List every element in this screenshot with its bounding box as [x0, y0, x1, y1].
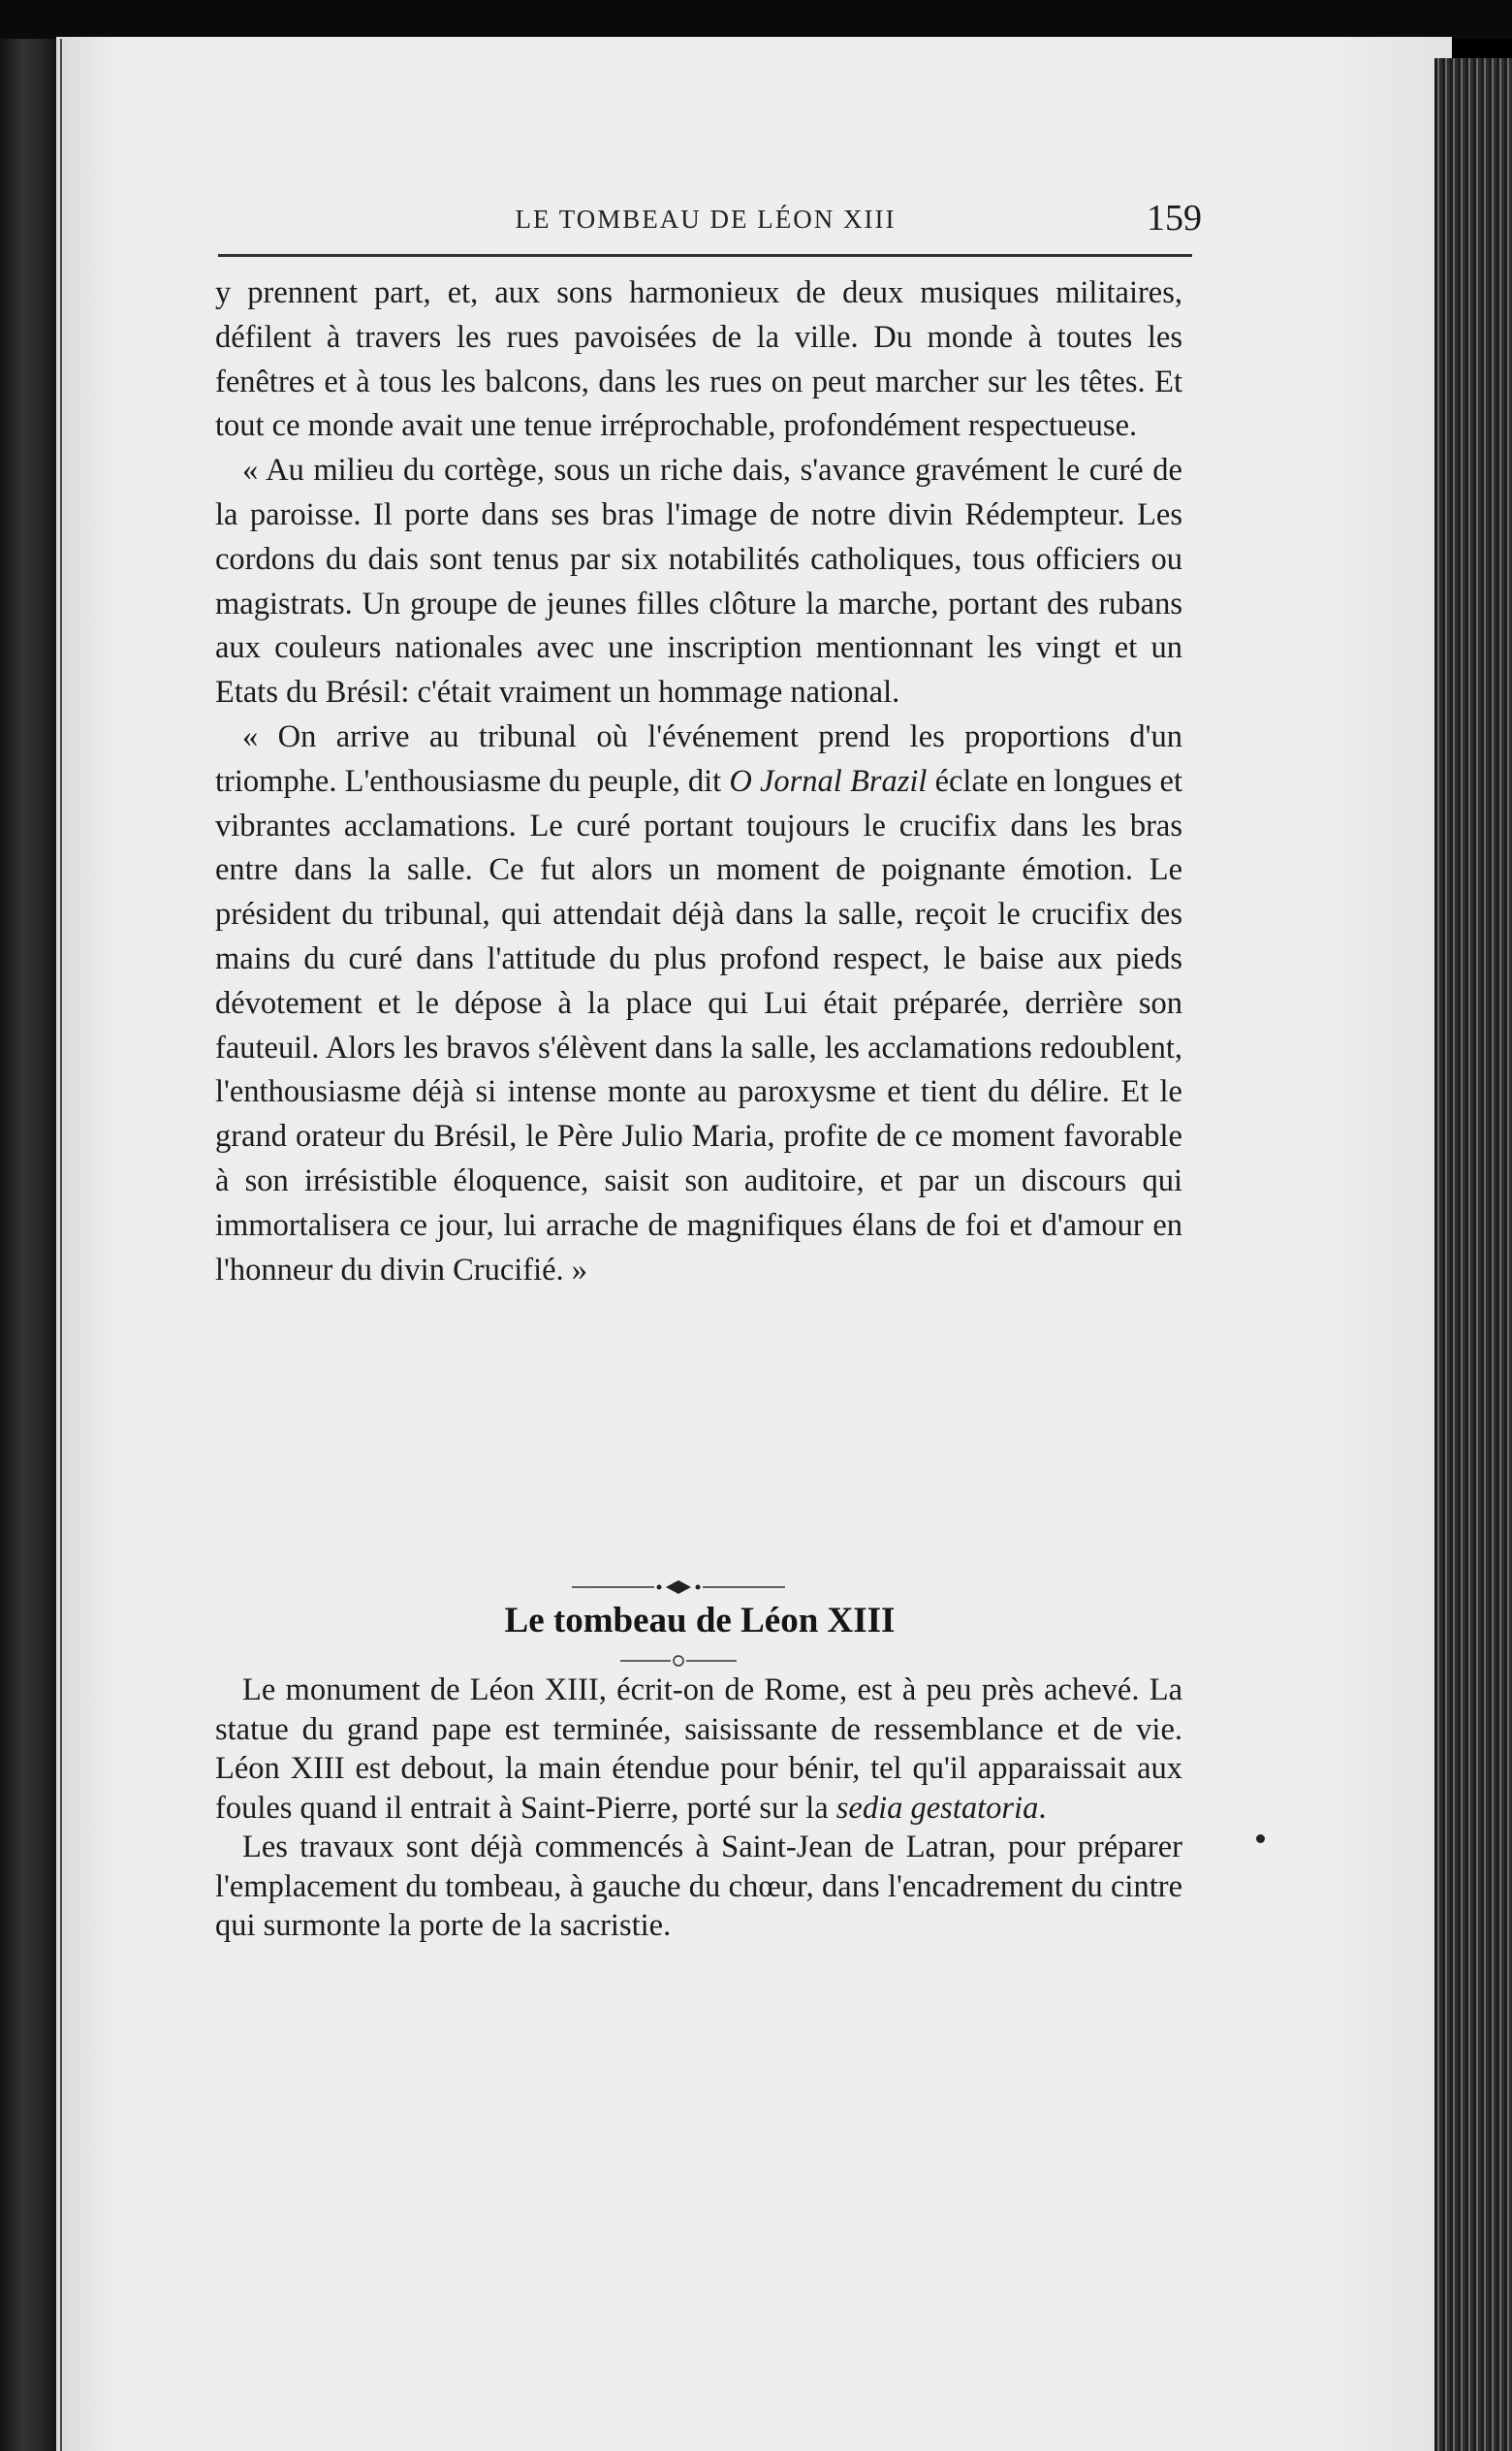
paragraph-works: Les travaux sont déjà commencés à Saint-Jean de Latran, pour préparer l'emplacement du tombeau, à gauche du chœur, dans l'encadrement du cintre qui surmonte la porte de la sacristie. [215, 1830, 1182, 1943]
paragraph-continuation: y prennent part, et, aux sons harmonieux de deux musiques militaires, défilent à travers les rues pavoisées de la ville. Du monde à toutes les fenêtres et à tous les balcons, dans les rues on peut marcher sur les têtes. Et tout ce monde avait une tenue irréprochable, profondément respectueuse. [215, 275, 1182, 444]
header-rule [218, 254, 1192, 257]
scan-border-top [0, 0, 1512, 39]
page-stack-edge [1434, 58, 1512, 2451]
paragraph-monument [215, 1671, 1182, 1828]
heading-sub-ornament [620, 1648, 737, 1671]
previous-page-edge [0, 39, 56, 2451]
paragraph-monument-end: . [1038, 1790, 1047, 1826]
newspaper-title: O Jornal Brazil [729, 763, 928, 799]
paragraph-procession: « Au milieu du cortège, sous un riche dais, s'avance gravément le curé de la paroisse. Il porte dans ses bras l'image de notre divin Rédempteur. Les cordons du dais sont tenus par six notabilités catholiques, tous officiers ou magistrats. Un groupe de jeunes filles clôture la marche, portant des rubans aux couleurs nationales avec une inscription mentionnant les vingt et un Etats du Brésil: c'était vraiment un hommage national. [215, 453, 1182, 711]
section-body [215, 1671, 1182, 1946]
gutter-line [60, 39, 62, 2451]
ink-speck [1256, 1834, 1265, 1843]
paragraph-monument-text: Le monument de Léon XIII, écrit-on de Rome, est à peu près achevé. La statue du grand pape est terminée, saisissante de ressemblance et de vie. Léon XIII est debout, la main étendue pour bénir, tel qu'il apparaissait aux foules quand il entrait à Saint-Pierre, porté sur la [215, 1672, 1182, 1826]
section-heading: Le tombeau de Léon XIII [504, 1601, 896, 1640]
paragraph-tribunal-start: « On arrive au tribunal où l'événement prend les proportions d'un triomphe. L'enthousiasme du peuple, dit [215, 718, 1182, 799]
page-number: 159 [1147, 198, 1202, 239]
running-head [221, 197, 1202, 245]
paragraph-tribunal [215, 716, 1182, 1292]
paragraph-tribunal-rest: éclate en longues et vibrantes acclamations. Le curé portant toujours le crucifix dans les bras entre dans la salle. Ce fut alors un moment de poignante émotion. Le président du tribunal, qui attendait déjà dans la salle, reçoit le crucifix des mains du curé dans l'attitude du plus profond respect, le baise aux pieds dévotement et le dépose à la place qui Lui était préparée, derrière son fauteuil. Alors les bravos s'élèvent dans la salle, les acclamations redoublent, l'enthousiasme déjà si intense monte au paroxysme et tient du délire. Et le grand orateur du Brésil, le Père Julio Maria, profite de ce moment favorable à son irrésistible éloquence, saisit son auditoire, et par un discours qui immortalisera ce jour, lui arrache de magnifiques élans de foi et d'amour en l'honneur du divin Crucifié. » [215, 763, 1182, 1288]
sedia-gestatoria-italic: sedia gestatoria [835, 1790, 1039, 1826]
main-text [215, 271, 1182, 1292]
running-title: LE TOMBEAU DE LÉON XIII [515, 205, 897, 234]
section-ornament [572, 1576, 785, 1599]
